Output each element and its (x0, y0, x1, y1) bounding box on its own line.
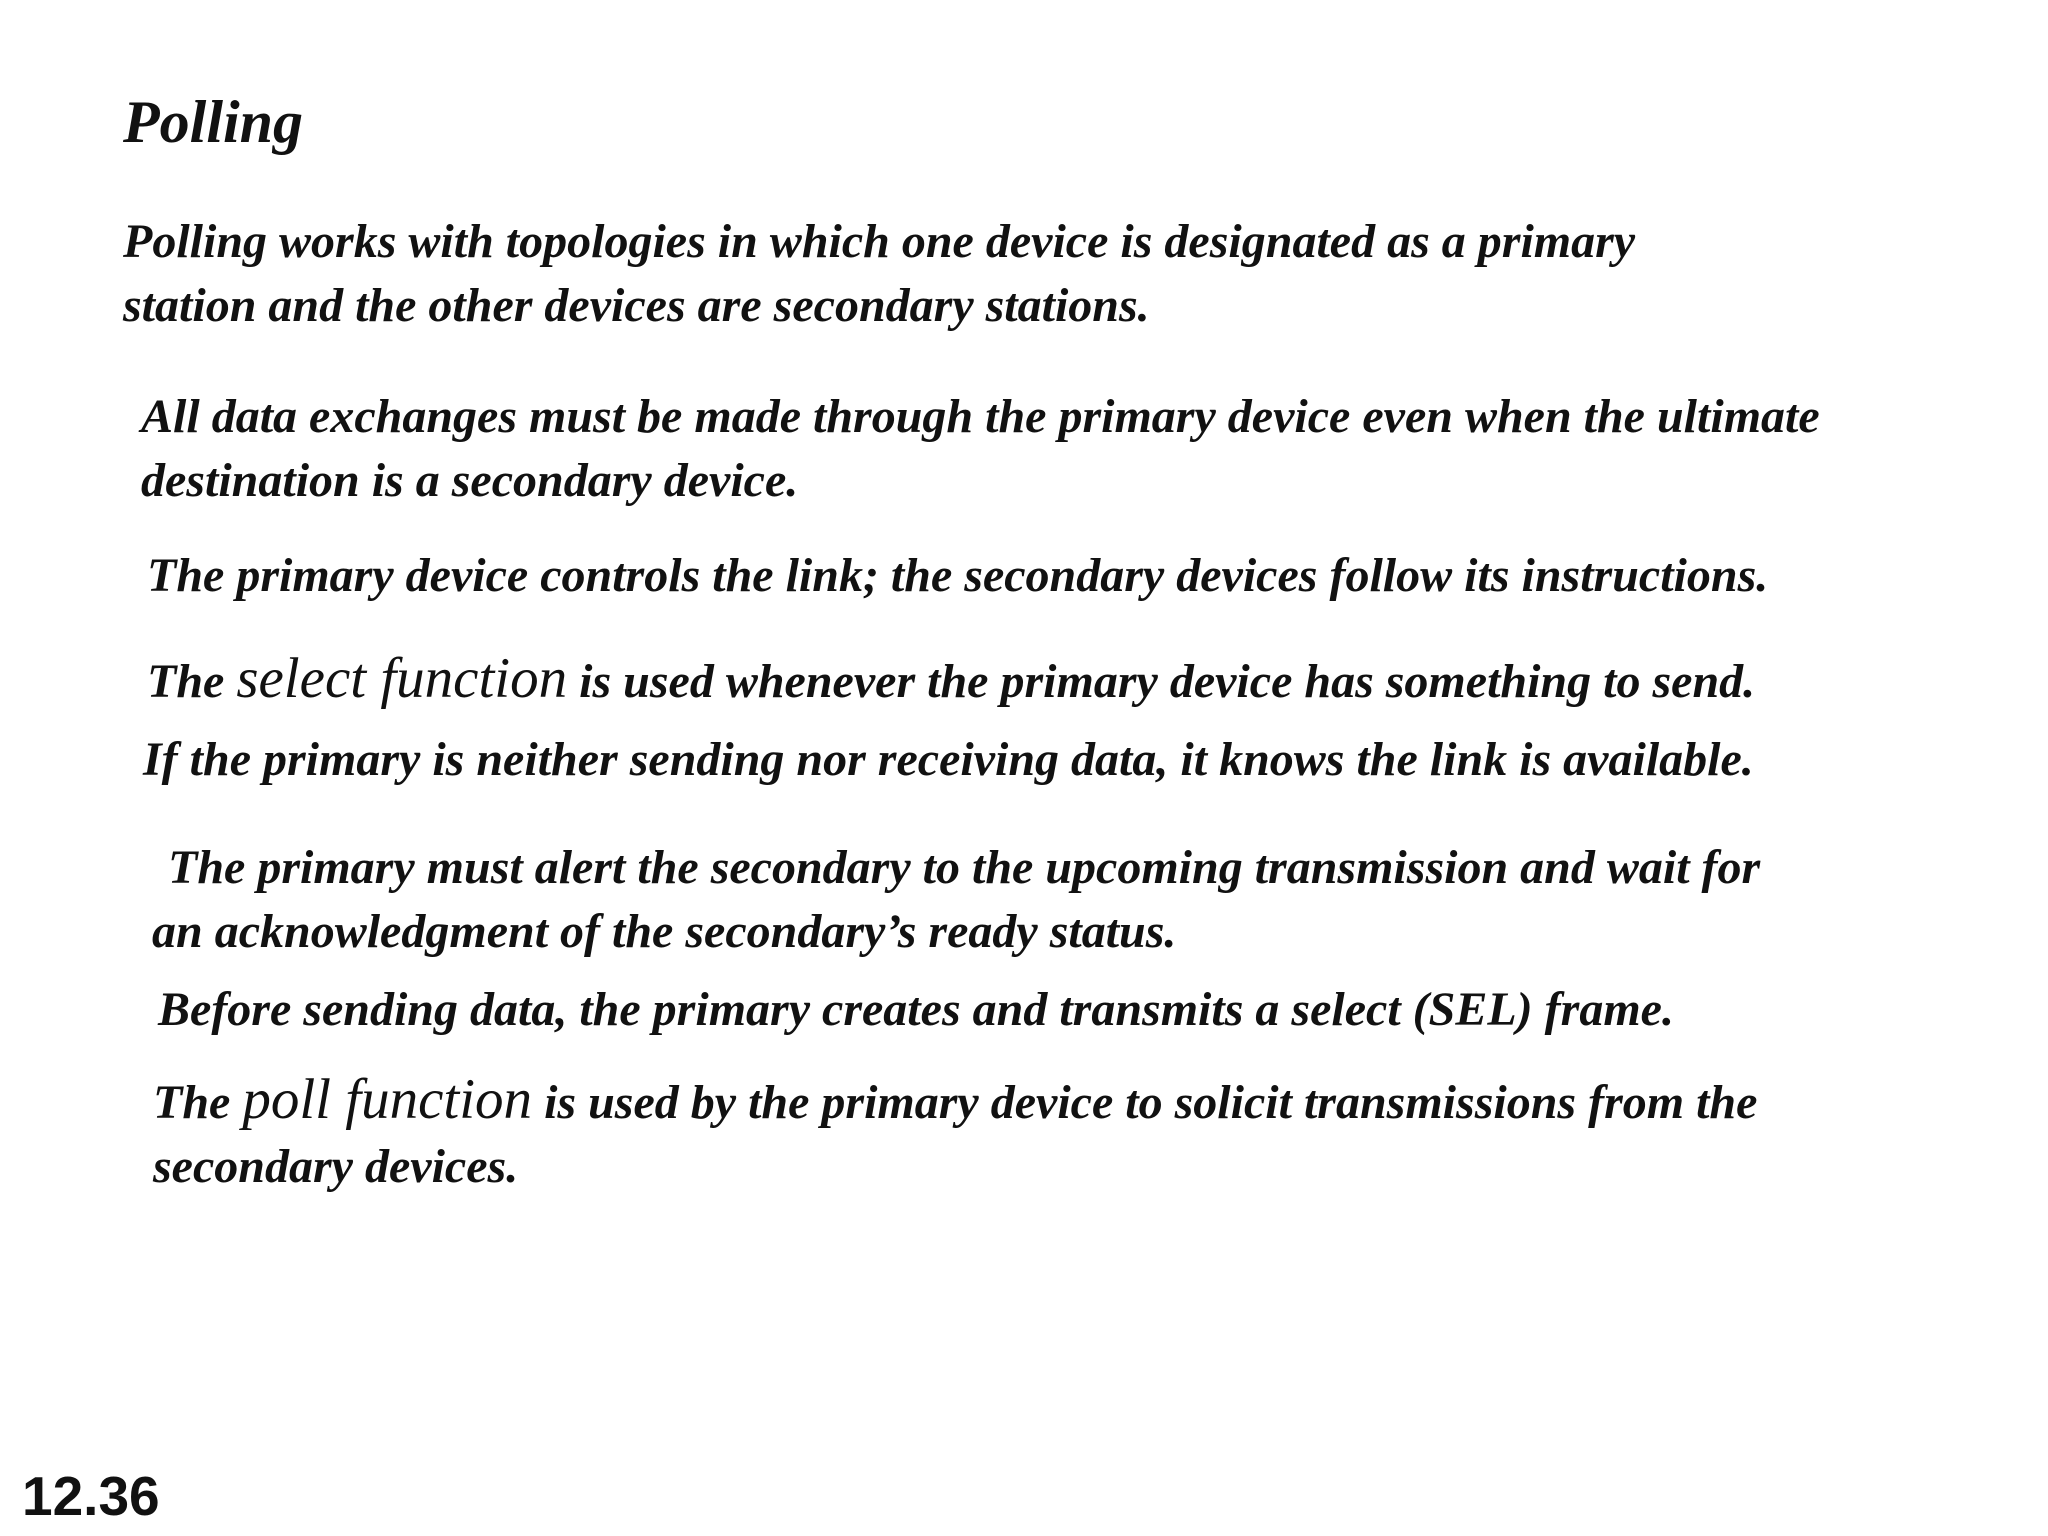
slide-number: 12.36 (22, 1465, 160, 1527)
text-run: is used by the primary device to solicit transmissions from the (532, 1076, 1758, 1129)
slide-title: Polling (123, 89, 304, 155)
paragraph-available (143, 728, 1754, 792)
paragraph-line: an acknowledgment of the secondary’s ready status. (152, 905, 1177, 958)
paragraph-select-function (147, 647, 1755, 714)
paragraph-line: Before sending data, the primary creates and transmits a select (SEL) frame. (158, 983, 1674, 1036)
paragraph-intro (123, 210, 1635, 338)
paragraph-poll-function (153, 1068, 1757, 1199)
paragraph-line (153, 1068, 1757, 1135)
paragraph-line: The primary device controls the link; the secondary devices follow its instructions. (147, 549, 1769, 602)
text-run: The (147, 655, 237, 708)
paragraph-sel-frame (158, 978, 1674, 1042)
text-run: The (153, 1076, 243, 1129)
paragraph-line: The primary must alert the secondary to the upcoming transmission and wait for (168, 841, 1761, 894)
paragraph-alert (152, 836, 1760, 964)
poll-function-term: poll function (242, 1068, 533, 1131)
paragraph-line: secondary devices. (153, 1140, 519, 1193)
paragraph-line: If the primary is neither sending nor receiving data, it knows the link is available. (143, 733, 1754, 786)
text-run: is used whenever the primary device has something to send. (567, 655, 1756, 708)
paragraph-line: All data exchanges must be made through the primary device even when the ultimate (141, 390, 1820, 443)
paragraph-line (147, 647, 1755, 714)
select-function-term: select function (236, 647, 568, 710)
paragraph-line: destination is a secondary device. (141, 454, 799, 507)
paragraph-line: Polling works with topologies in which one device is designated as a primary (123, 215, 1636, 268)
paragraph-line: station and the other devices are secondary stations. (123, 279, 1150, 332)
paragraph-exchanges (141, 385, 1820, 513)
paragraph-control (147, 544, 1768, 608)
